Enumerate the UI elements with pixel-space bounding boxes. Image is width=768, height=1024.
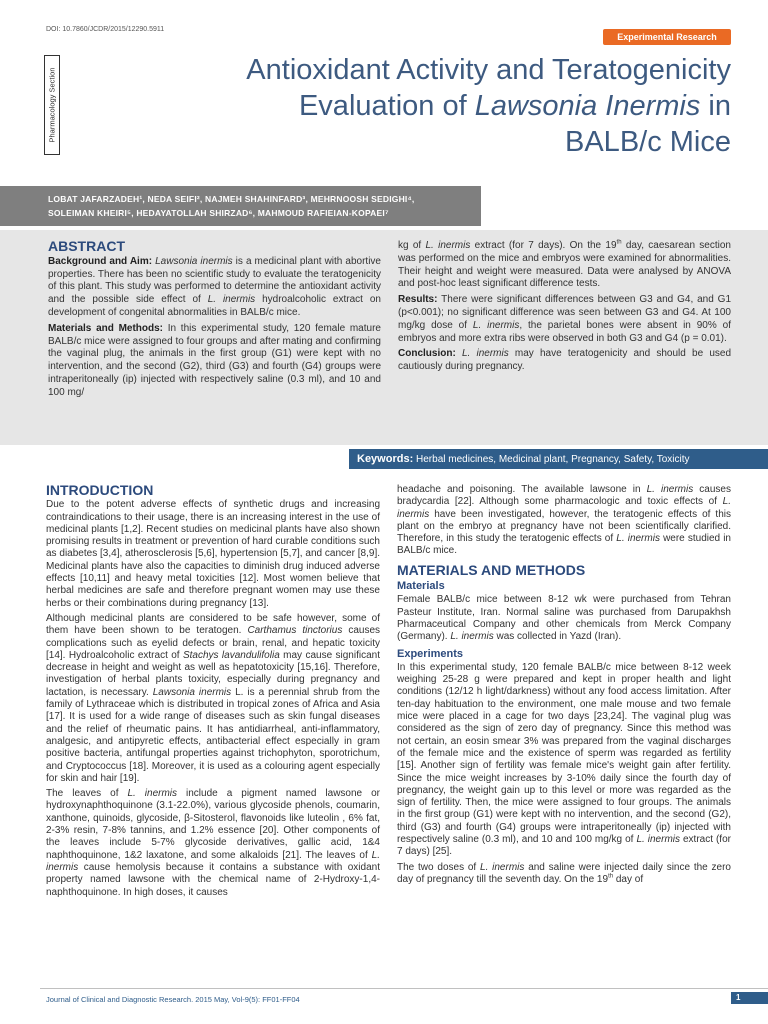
- methods-label: Materials and Methods:: [48, 322, 164, 334]
- doses-paragraph: The two doses of L. inermis and saline were injected daily since the zero day of pregnancy till the seventh day. On the 19th day of: [397, 861, 731, 885]
- right-column: [397, 484, 731, 889]
- conclusion-label: Conclusion:: [398, 348, 456, 360]
- experiments-paragraph: In this experimental study, 120 female BALB/c mice between 8-12 week weighing 25-28 g were prepared and kept in proper health and light conditions (12/12 h light/darkness) without any food access limitation. After ten-day habituation to the environment, one male mouse and two female mice were placed in a cage for two days [23,24]. The vaginal plug was considered as the sign of zero day of pregnancy. Since this method was not certain, an eosin smear 3% was prepared from the vaginal discharges of the female mice and the existence of sperm was regarded as fertility [15]. Another sign of fertility was female mice's weight gain after fertility. Since the mice weight increases by 3-10% daily since the fourth day of pregnancy, the weight gain up to this level or more was regarded as the sign of fertility. Then, the mice were assigned to four groups. The animals in the first group (G1) were kept with no intervention, and the second (G2), third (G3) and fourth (G4) groups were intraperitoneally (ip) injected with respectively saline (0.3 ml), and 10 and 100 mg/kg of L. inermis extract (for 7 days) [25].: [397, 661, 731, 858]
- materials-subheading: Materials: [397, 580, 445, 593]
- title-line-2a: Evaluation of: [298, 90, 475, 122]
- intro-paragraph-1: Due to the potent adverse effects of synthetic drugs and increasing contraindications to their usage, there is an increasing interest in the use of medicinal plants [1,2]. Recent studies on medicinal plants have also shown promising results in treatment or prevention of hard curable conditions such as diabetes [3,4], atherosclerosis [5,6], hypertension [5,7], and cancer [8,9]. Medicinal plants have also the capacities to diminish drug induced adverse effects [10,11] and heavy metal toxicities [12]. Most women believe that herbal medicines are safe and therefore pregnant women may use these herbs or their combinations during pregnancy [13].: [46, 499, 380, 609]
- abstract-results: Results: There were significant differences between G3 and G4, and G1 (p<0.001); no significant difference was seen between G3 and G4. At 100 mg/kg dose of L. inermis, the parietal bones were absent in 90% of embryos and more extra ribs were observed in both G3 and G4 (p = 0.01).: [398, 294, 731, 344]
- right-paragraph-1: headache and poisoning. The available lawsone in L. inermis causes bradycardia [22]. Although some pharmacologic and toxic effects of L. inermis have been investigated, however, the teratogenic effects of this plant on the embryo at pregnancy have not been scientifically clarified. Therefore, in this study the teratogenic effects of L. inermis were studied in BALB/c mice.: [397, 484, 731, 557]
- intro-heading: INTRODUCTION: [46, 482, 154, 498]
- section-label: Pharmacology Section: [47, 67, 57, 143]
- results-label: Results:: [398, 294, 438, 306]
- materials-methods-heading: MATERIALS AND METHODS: [397, 561, 586, 578]
- title-line-2b: in: [700, 90, 731, 122]
- title-line-1: Antioxidant Activity and Teratogenicity: [246, 54, 731, 86]
- authors-line-2: SOLEIMAN KHEIRI⁵, HEDAYATOLLAH SHIRZAD⁶, MAHMOUD RAFIEIAN-KOPAEI⁷: [48, 208, 389, 218]
- section-label-box: [44, 55, 60, 155]
- title-species: Lawsonia Inermis: [474, 90, 701, 122]
- abstract-box: [0, 230, 768, 445]
- page-number: 1: [731, 992, 768, 1004]
- authors-line-1: LOBAT JAFARZADEH¹, NEDA SEIFI², NAJMEH SHAHINFARD³, MEHRNOOSH SEDIGHI⁴,: [48, 194, 415, 204]
- intro-paragraph-2: Although medicinal plants are considered to be safe however, some of them have been shown to be teratogen. Carthamus tinctorius causes complications such as eyelid defects or brain, renal, and hepatic toxicity [14]. Hydroalcoholic extract of Stachys lavandulifolia may cause significant decrease in height and weight as well as hepatotoxicity [15,16]. Therefore, investigation of herbal plants toxicity, especially during pregnancy and lactation, is necessary. Lawsonia inermis L. is a perennial shrub from the family of Lythraceae which is distributed in tropical zones of Africa and Asia [17]. It is used for a wide range of diseases such as skin fungal diseases and the relief of rheumatic pains. It has antidiarrheal, anti-inflammatory, analgesic, and antipyretic effects, antibacterial effect especially in gram positive bacteria, antifungal properties against trichophyton, sporotrichum, and Cryptococcus [18]. Moreover, it is used as a colouring agent especially for skin and hair [19].: [46, 612, 381, 784]
- abstract-heading: ABSTRACT: [48, 238, 125, 254]
- abstract-conclusion: Conclusion: L. inermis may have teratogenicity and should be used cautiously during pregnancy.: [398, 348, 732, 373]
- footer-citation: Journal of Clinical and Diagnostic Research. 2015 May, Vol-9(5): FF01-FF04: [46, 995, 300, 1004]
- background-label: Background and Aim:: [48, 255, 153, 267]
- doi-text: DOI: 10.7860/JCDR/2015/12290.5911: [46, 26, 165, 33]
- abstract-right-column: [398, 240, 731, 377]
- section-badge: Experimental Research: [603, 29, 731, 45]
- keywords-text: Herbal medicines, Medicinal plant, Pregnancy, Safety, Toxicity: [413, 454, 690, 465]
- title-line-3: BALB/c Mice: [565, 126, 731, 158]
- article-title: [171, 52, 731, 160]
- keywords-label: Keywords:: [357, 453, 414, 465]
- materials-paragraph: Female BALB/c mice between 8-12 wk were purchased from Tehran Pasteur Institute, Iran. Normal saline was purchased from Darupakhsh Pharmaceutical Company and other chemicals from Merck Company (Germany). L. inermis was collected in Yazd (Iran).: [397, 594, 731, 643]
- author-banner: [0, 186, 481, 226]
- intro-paragraph-3: The leaves of L. inermis include a pigment named lawsone or hydroxynaphthoquinone (3.1-22.0%), various glycoside phenols, coumarin, xanthone, quinoids, glycoside, β-Sitosterol, flavonoids like luteolin , 6% fat, 2-3% resin, 7-8% tannins, and 1.2% essence [20]. Other components of the leaves include 5-7% glycoside derivatives, gallic acid, 1&4 naphthoquinone, 1&2 laxatone, and some alkaloids [21]. The leaves of L. inermis cause hemolysis because it contains a substance with oxidant property named lawsone with the chemical name of 2-Hydroxy-1,4-naphthoquinone. In high doses, it causes: [46, 788, 380, 898]
- abstract-background: Background and Aim: Lawsonia inermis is a medicinal plant with abortive properties. There has been no scientific study to evaluate the teratogenicity of this plant. This study was performed to determine the antioxidant activity and the possible side effect of L. inermis hydroalcoholic extract on development of congenital abnormalities in BALB/c mice.: [48, 255, 381, 318]
- footer-rule: [40, 988, 768, 989]
- experiments-subheading: Experiments: [397, 647, 464, 660]
- abstract-methods-continued: kg of L. inermis extract (for 7 days). On the 19th day, caesarean section was performed on the mice and embryos were examined for abnormalities. Their height and weight were measured. Data were analysed by ANOVA and post-hoc least significant difference tests.: [398, 239, 731, 290]
- abstract-methods: Materials and Methods: In this experimental study, 120 female mature BALB/c mice were assigned to four groups and after mating and confirming the vaginal plug, the animals in the first group (G1) were kept with no intervention, and the second (G2), third (G3) and fourth (G4) groups were intraperitoneally (ip) injected with respectively saline (0.3 ml), and 10 and 100 mg/: [48, 322, 381, 398]
- intro-column: [46, 484, 380, 902]
- abstract-left-column: [48, 240, 381, 403]
- keywords-bar: [349, 449, 768, 469]
